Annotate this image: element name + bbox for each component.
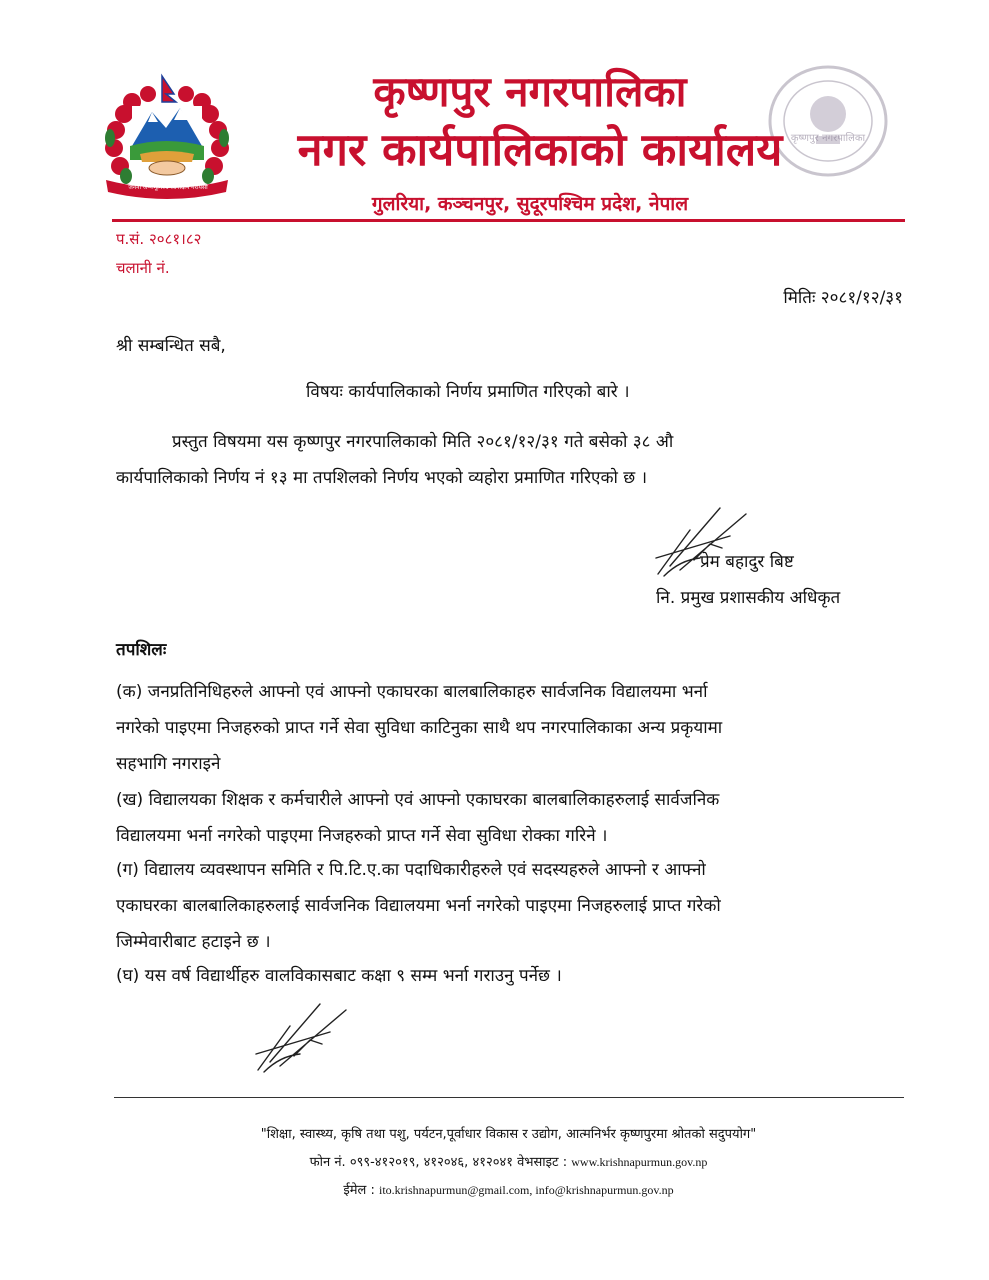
letter-date: मितिः २०८१/१२/३१ <box>783 288 903 308</box>
seal-text: कृष्णपुर नगरपालिका <box>790 133 866 144</box>
tapashil-line: (ख) विद्यालयका शिक्षक र कर्मचारीले आफ्नो एवं आफ्नो एकाघरका बालबालिकाहरुलाई सार्वजनिक <box>116 790 720 810</box>
phone-numbers: ०९९-४१२०१९, ४१२०४६, ४१२०४१ <box>349 1155 518 1170</box>
office-title: नगर कार्यपालिकाको कार्यालय <box>297 123 783 176</box>
website-link[interactable]: www.krishnapurmun.gov.np <box>571 1155 708 1169</box>
office-address: गुलरिया, कञ्चनपुर, सुदूरपश्चिम प्रदेश, नेपाल <box>371 193 689 215</box>
tapashil-line: एकाघरका बालबालिकाहरुलाई सार्वजनिक विद्यालयमा भर्ना नगरेको पाइएमा निजहरुलाई प्राप्त गरेको <box>116 896 721 916</box>
email-label: ईमेल : <box>343 1183 379 1198</box>
tapashil-line: नगरेको पाइएमा निजहरुको प्राप्त गर्ने सेवा सुविधा काटिनुका साथै थप नगरपालिकाका अन्य प्रकृयामा <box>116 718 723 738</box>
header-divider <box>112 219 905 222</box>
phone-label: फोन नं. <box>309 1155 350 1170</box>
tapashil-line: (ग) विद्यालय व्यवस्थापन समिति र पि.टि.ए.का पदाधिकारीहरुले एवं सदस्यहरुले आफ्नो र आफ्नो <box>116 860 706 880</box>
chalani-number: चलानी नं. <box>116 259 170 277</box>
tapashil-item-kha <box>116 782 906 854</box>
patra-sankhya: प.सं. २०८१।८२ <box>116 230 202 248</box>
footer-contact <box>112 1152 905 1170</box>
tapashil-line: विद्यालयमा भर्ना नगरेको पाइएमा निजहरुको प्राप्त गर्ने सेवा सुविधा रोक्का गरिने । <box>116 826 608 846</box>
tapashil-line: (घ) यस वर्ष विद्यार्थीहरु वालविकासबाट कक्षा ९ सम्म भर्ना गराउनु पर्नेछ । <box>116 966 562 986</box>
body-line-1: प्रस्तुत विषयमा यस कृष्णपुर नगरपालिकाको मिति २०८१/१२/३१ गते बसेको ३८ औ <box>172 432 674 452</box>
email-addresses[interactable]: ito.krishnapurmun@gmail.com, info@krishnapurmun.gov.np <box>379 1183 674 1197</box>
tapashil-item-ka <box>116 674 906 782</box>
website-label: वेभसाइट : <box>517 1155 572 1170</box>
signatory-designation: नि. प्रमुख प्रशासकीय अधिकृत <box>656 588 841 608</box>
signature-scribble-2 <box>250 996 360 1076</box>
signatory-name: प्रेम बहादुर बिष्ट <box>700 552 794 572</box>
subject-line: विषयः कार्यपालिकाको निर्णय प्रमाणित गरिएको बारे । <box>306 382 630 402</box>
tapashil-line: जिम्मेवारीबाट हटाइने छ । <box>116 932 271 952</box>
municipality-title: कृष्णपुर नगरपालिका <box>373 67 687 116</box>
footer-email <box>112 1180 905 1198</box>
footer-slogan: "शिक्षा, स्वास्थ्य, कृषि तथा पशु, पर्यटन,पूर्वाधार विकास र उद्योग, आत्मनिर्भर कृष्णपुरमा श्रोतको सदुपयोग" <box>260 1127 757 1142</box>
salutation: श्री सम्बन्धित सबै, <box>116 336 226 356</box>
body-line-2: कार्यपालिकाको निर्णय नं १३ मा तपशिलको निर्णय भएको व्यहोरा प्रमाणित गरिएको छ । <box>116 468 648 488</box>
tapashil-heading: तपशिलः <box>116 640 167 660</box>
tapashil-line: (क) जनप्रतिनिधिहरुले आफ्नो एवं आफ्नो एकाघरका बालबालिकाहरु सार्वजनिक विद्यालयमा भर्ना <box>116 682 708 702</box>
tapashil-item-gha <box>116 958 906 994</box>
tapashil-line: सहभागि नगराइने <box>116 754 221 774</box>
footer-divider <box>114 1097 904 1098</box>
emblem-motto: जननी जन्मभूमिश्च स्वर्गादपि गरीयसी <box>128 184 208 191</box>
tapashil-item-ga <box>116 852 906 960</box>
